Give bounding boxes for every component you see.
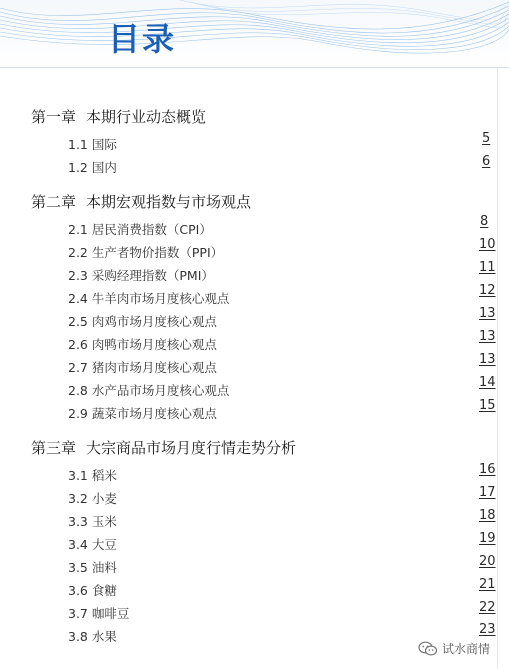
toc-entry[interactable] xyxy=(68,289,229,307)
entry-number: 3.4 xyxy=(68,537,88,552)
page-number-link[interactable]: 5 xyxy=(482,131,491,146)
toc-entry[interactable] xyxy=(68,335,217,353)
page-number-link[interactable]: 15 xyxy=(479,398,496,413)
entry-title: 大豆 xyxy=(91,537,117,552)
page-number-link[interactable]: 13 xyxy=(479,352,496,367)
toc-entry[interactable] xyxy=(68,627,117,645)
toc-entry[interactable] xyxy=(68,512,117,530)
page-number-link[interactable]: 6 xyxy=(482,154,491,169)
page-number-link[interactable]: 11 xyxy=(479,260,496,275)
entry-number: 3.5 xyxy=(68,560,88,575)
page-number-link[interactable]: 10 xyxy=(479,237,496,252)
entry-title: 稻米 xyxy=(91,468,117,483)
toc-entry[interactable] xyxy=(68,243,223,261)
watermark-text: 试水商情 xyxy=(442,642,491,656)
toc-entry[interactable] xyxy=(68,358,217,376)
entry-title: 小麦 xyxy=(91,491,117,506)
entry-number: 3.2 xyxy=(68,491,88,506)
entry-number: 2.3 xyxy=(68,268,88,283)
entry-number: 2.7 xyxy=(68,360,88,375)
entry-number: 2.6 xyxy=(68,337,88,352)
page-number-link[interactable]: 14 xyxy=(479,375,496,390)
toc-entry[interactable] xyxy=(68,466,117,484)
entry-number: 2.2 xyxy=(68,245,88,260)
entry-number: 3.1 xyxy=(68,468,88,483)
wechat-icon xyxy=(418,641,438,657)
page-number-link[interactable]: 17 xyxy=(479,485,496,500)
entry-title: 肉鸭市场月度核心观点 xyxy=(91,337,217,352)
entry-title: 采购经理指数（PMI） xyxy=(91,268,214,283)
entry-number: 2.5 xyxy=(68,314,88,329)
toc-entry[interactable] xyxy=(68,558,117,576)
page-number-link[interactable]: 21 xyxy=(479,577,496,592)
page-number-link[interactable]: 12 xyxy=(479,283,496,298)
chapter-heading[interactable] xyxy=(31,191,251,212)
toc-entry[interactable] xyxy=(68,312,217,330)
entry-title: 食糖 xyxy=(91,583,117,598)
chapter-title: 本期宏观指数与市场观点 xyxy=(86,193,252,211)
watermark xyxy=(418,640,490,657)
entry-number: 3.3 xyxy=(68,514,88,529)
entry-number: 2.9 xyxy=(68,406,88,421)
entry-title: 油料 xyxy=(91,560,117,575)
chapter-title: 本期行业动态概览 xyxy=(86,108,207,126)
entry-title: 生产者物价指数（PPI） xyxy=(91,245,224,260)
toc-entry[interactable] xyxy=(68,604,129,622)
entry-title: 居民消费指数（CPI） xyxy=(91,222,212,237)
toc-entry[interactable] xyxy=(68,381,229,399)
page-number-link[interactable]: 18 xyxy=(479,508,496,523)
entry-title: 蔬菜市场月度核心观点 xyxy=(91,406,217,421)
entry-title: 玉米 xyxy=(91,514,117,529)
page-number-link[interactable]: 23 xyxy=(479,622,496,637)
entry-title: 水果 xyxy=(91,629,117,644)
page-number-link[interactable]: 16 xyxy=(479,462,496,477)
entry-title: 国内 xyxy=(91,160,117,175)
entry-number: 3.7 xyxy=(68,606,88,621)
page-number-link[interactable]: 13 xyxy=(479,329,496,344)
entry-title: 牛羊肉市场月度核心观点 xyxy=(91,291,230,306)
page-title: 目录 xyxy=(108,20,177,58)
entry-number: 3.6 xyxy=(68,583,88,598)
entry-title: 猪肉市场月度核心观点 xyxy=(91,360,217,375)
chapter-number: 第二章 xyxy=(31,193,77,211)
entry-title: 咖啡豆 xyxy=(91,606,130,621)
toc-entry[interactable] xyxy=(68,404,217,422)
page-number-link[interactable]: 8 xyxy=(480,214,489,229)
entry-number: 3.8 xyxy=(68,629,88,644)
entry-number: 2.4 xyxy=(68,291,88,306)
page-number-link[interactable]: 13 xyxy=(479,306,496,321)
toc-entry[interactable] xyxy=(68,158,117,176)
entry-number: 2.1 xyxy=(68,222,88,237)
entry-title: 国际 xyxy=(91,137,117,152)
toc-entry[interactable] xyxy=(68,535,117,553)
entry-number: 2.8 xyxy=(68,383,88,398)
entry-number: 1.1 xyxy=(68,137,88,152)
chapter-number: 第一章 xyxy=(31,108,77,126)
chapter-heading[interactable] xyxy=(31,437,296,458)
chapter-number: 第三章 xyxy=(31,439,77,457)
toc-entry[interactable] xyxy=(68,266,214,284)
chapter-heading[interactable] xyxy=(31,106,206,127)
chapter-title: 大宗商品市场月度行情走势分析 xyxy=(86,439,297,457)
page-number-link[interactable]: 22 xyxy=(479,600,496,615)
toc-entry[interactable] xyxy=(68,220,212,238)
toc-entry[interactable] xyxy=(68,135,117,153)
page-number-link[interactable]: 20 xyxy=(479,554,496,569)
toc-entry[interactable] xyxy=(68,581,117,599)
toc-entry[interactable] xyxy=(68,489,117,507)
entry-number: 1.2 xyxy=(68,160,88,175)
page-number-link[interactable]: 19 xyxy=(479,531,496,546)
entry-title: 水产品市场月度核心观点 xyxy=(91,383,230,398)
entry-title: 肉鸡市场月度核心观点 xyxy=(91,314,217,329)
